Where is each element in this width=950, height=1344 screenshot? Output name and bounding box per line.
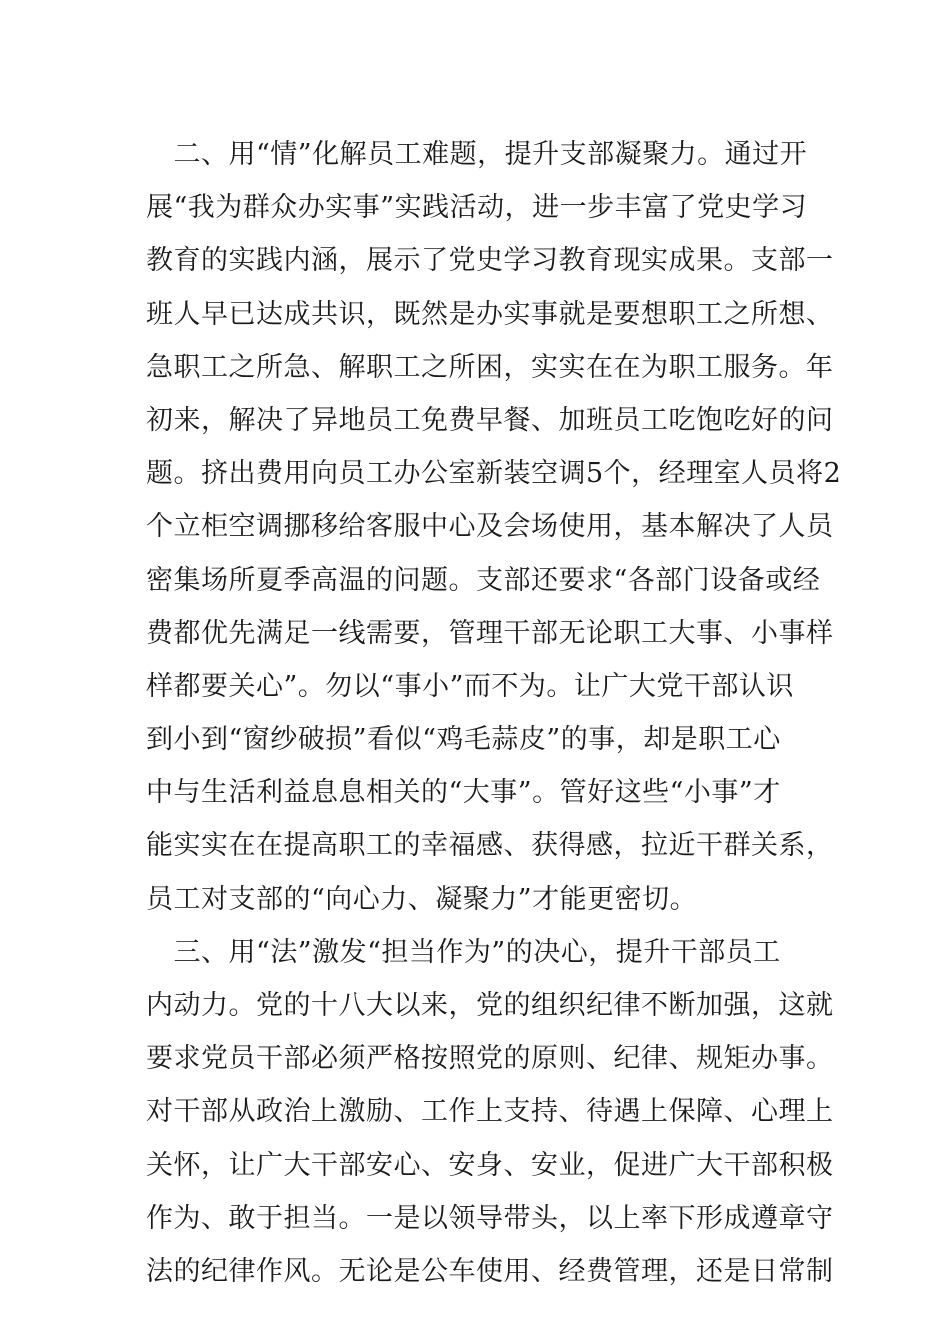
text-line: 样都要关心”。勿以“事小”而不为。让广大党干部认识 xyxy=(146,670,794,702)
text-line: 要求党员干部必须严格按照党的原则、纪律、规矩办事。 xyxy=(146,1043,834,1075)
text-line: 二、用“情”化解员工难题，提升支部凝聚力。通过开 xyxy=(146,139,808,170)
text-line: 教育的实践内涵，展示了党史学习教育现实成果。支部一 xyxy=(146,245,834,277)
text-line: 对干部从政治上激励、工作上支持、待遇上保障、心理上 xyxy=(146,1096,834,1128)
text-line: 中与生活利益息息相关的“大事”。管好这些“小事”才 xyxy=(146,777,781,809)
text-line: 展“我为群众办实事”实践活动，进一步丰富了党史学习 xyxy=(146,192,808,224)
document-body xyxy=(146,128,842,1298)
text-line: 法的纪律作风。无论是公车使用、经费管理，还是日常制 xyxy=(146,1255,834,1287)
text-line: 作为、敢于担当。一是以领导带头，以上率下形成遵章守 xyxy=(146,1202,834,1234)
text-line: 内动力。党的十八大以来，党的组织纪律不断加强，这就 xyxy=(146,990,834,1021)
text-line: 个立柜空调挪移给客服中心及会场使用，基本解决了人员 xyxy=(146,511,834,543)
text-line: 初来，解决了异地员工免费早餐、加班员工吃饱吃好的问 xyxy=(146,404,834,436)
text-line: 班人早已达成共识，既然是办实事就是要想职工之所想、 xyxy=(146,298,834,330)
text-line: 能实实在在提高职工的幸福感、获得感，拉近干群关系， xyxy=(146,830,834,862)
text-line: 密集场所夏季高温的问题。支部还要求“各部门设备或经 xyxy=(146,564,821,596)
text-line: 费都优先满足一线需要，管理干部无论职工大事、小事样 xyxy=(146,617,834,649)
text-line: 到小到“窗纱破损”看似“鸡毛蒜皮”的事，却是职工心 xyxy=(146,724,781,756)
text-line: 关怀，让广大干部安心、安身、安业，促进广大干部积极 xyxy=(146,1149,834,1181)
text-line: 员工对支部的“向心力、凝聚力”才能更密切。 xyxy=(146,883,698,915)
text-line: 三、用“法”激发“担当作为”的决心，提升干部员工 xyxy=(146,936,781,968)
text-line: 题。挤出费用向员工办公室新装空调5个，经理室人员将2 xyxy=(146,458,842,490)
text-line: 急职工之所急、解职工之所困，实实在在为职工服务。年 xyxy=(146,351,834,383)
